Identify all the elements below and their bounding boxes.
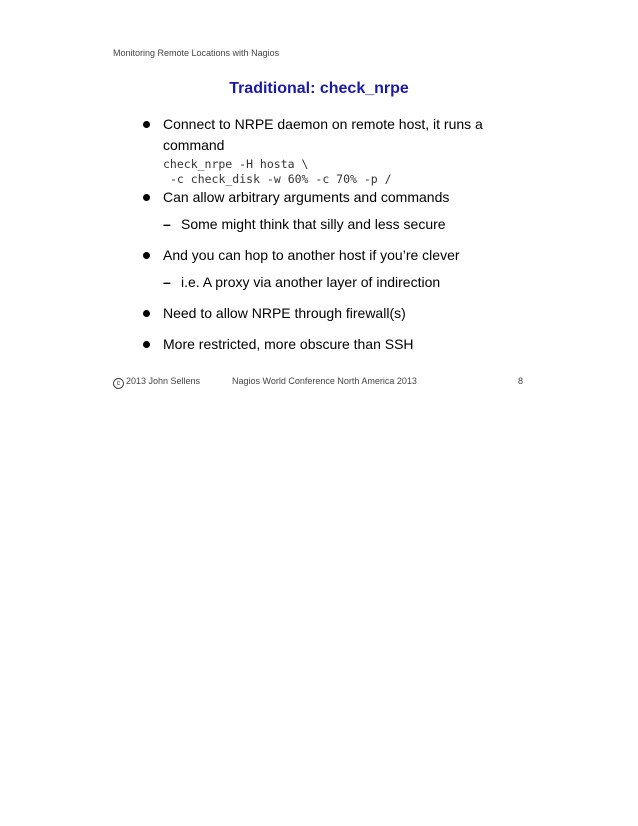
copyright-text: 2013 John Sellens	[126, 376, 201, 386]
bullet-text: Need to allow NRPE through firewall(s)	[163, 305, 406, 321]
bullet-dot-icon	[143, 194, 150, 201]
bullet-item	[141, 187, 521, 235]
sub-bullet-item	[163, 272, 521, 293]
dash-icon: –	[163, 274, 171, 290]
copyright-icon: c	[113, 378, 124, 389]
bullet-item	[141, 245, 521, 293]
code-block	[163, 157, 521, 187]
bullet-item	[141, 303, 521, 324]
bullet-text: Connect to NRPE daemon on remote host, it runs a command	[163, 116, 483, 153]
bullet-item	[141, 114, 521, 187]
bullet-text: And you can hop to another host if you’re clever	[163, 247, 460, 263]
code-line: check_nrpe -H hosta \	[163, 157, 309, 171]
sub-bullet-text: i.e. A proxy via another layer of indirection	[181, 274, 441, 290]
sub-bullet-text: Some might think that silly and less secure	[181, 216, 446, 232]
bullet-dot-icon	[143, 121, 150, 128]
bullet-dot-icon	[143, 310, 150, 317]
code-line: -c check_disk -w 60% -c 70% -p /	[170, 172, 392, 186]
bullet-text: Can allow arbitrary arguments and commands	[163, 189, 450, 205]
bullet-dot-icon	[143, 252, 150, 259]
page-number: 8	[518, 376, 524, 386]
footer-copyright	[113, 376, 200, 389]
slide-title: Traditional: check_nrpe	[229, 80, 409, 97]
dash-icon: –	[163, 216, 171, 232]
bullet-list	[141, 114, 521, 365]
bullet-dot-icon	[143, 341, 150, 348]
bullet-text: More restricted, more obscure than SSH	[163, 336, 414, 352]
running-header: Monitoring Remote Locations with Nagios	[113, 48, 280, 58]
sub-bullet-item	[163, 214, 521, 235]
bullet-item	[141, 334, 521, 355]
footer-conference: Nagios World Conference North America 2013	[232, 376, 417, 386]
